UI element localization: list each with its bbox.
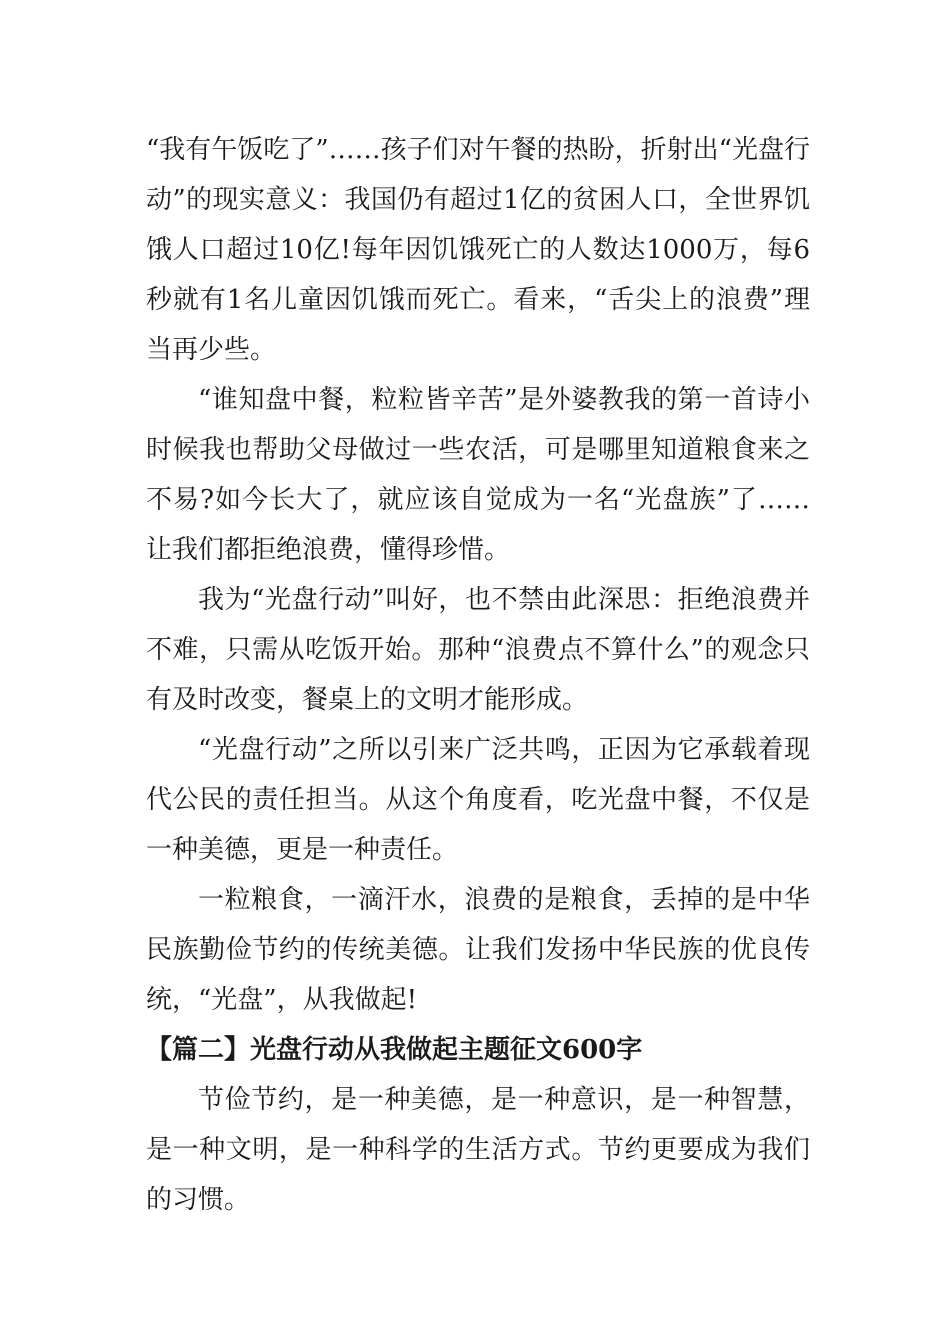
paragraph-civic-responsibility: “光盘行动”之所以引来广泛共鸣，正因为它承载着现代公民的责任担当。从这个角度看，吃光盘中餐，不仅是一种美德，更是一种责任。 — [146, 735, 810, 865]
paragraph-reflection: 我为“光盘行动”叫好，也不禁由此深思：拒绝浪费并不难，只需从吃饭开始。那种“浪费点不算什么”的观念只有及时改变，餐桌上的文明才能形成。 — [146, 585, 810, 715]
document-body — [146, 125, 810, 1225]
section-heading: 【篇二】光盘行动从我做起主题征文600字 — [146, 1035, 643, 1065]
paragraph-hunger-statistics: “我有午饭吃了”……孩子们对午餐的热盼，折射出“光盘行动”的现实意义：我国仍有超过1亿的贫困人口，全世界饥饿人口超过10亿!每年因饥饿死亡的人数达1000万，每6秒就有1名儿童因饥饿而死亡。看来，“舌尖上的浪费”理当再少些。 — [146, 135, 810, 365]
paragraph-poem-memory: “谁知盘中餐，粒粒皆辛苦”是外婆教我的第一首诗小时候我也帮助父母做过一些农活，可是哪里知道粮食来之不易?如今长大了，就应该自觉成为一名“光盘族”了……让我们都拒绝浪费，懂得珍惜。 — [146, 385, 810, 565]
paragraph-thrift-virtue: 节俭节约，是一种美德，是一种意识，是一种智慧，是一种文明，是一种科学的生活方式。节约更要成为我们的习惯。 — [146, 1085, 810, 1215]
paragraph-call-to-action: 一粒粮食，一滴汗水，浪费的是粮食，丢掉的是中华民族勤俭节约的传统美德。让我们发扬中华民族的优良传统，“光盘”，从我做起! — [146, 885, 810, 1015]
